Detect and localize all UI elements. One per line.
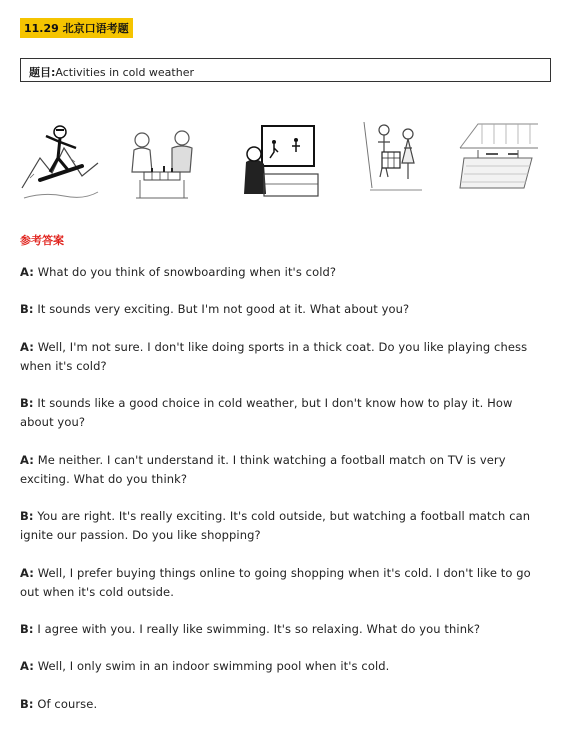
speaker-label: A: xyxy=(20,265,34,279)
speaker-label: A: xyxy=(20,340,34,354)
reference-answer-label: 参考答案 xyxy=(20,234,64,247)
dialog-text: It sounds like a good choice in cold weather, but I don't know how to play it. How about you? xyxy=(20,396,513,429)
snowboarding-icon xyxy=(20,118,100,203)
speaker-label: B: xyxy=(20,396,34,410)
dialog-text: It sounds very exciting. But I'm not good at it. What about you? xyxy=(37,302,410,316)
dialog-text: Well, I only swim in an indoor swimming pool when it's cold. xyxy=(37,659,390,673)
watching-football-tv-icon xyxy=(240,118,320,203)
dialog-line xyxy=(20,695,545,714)
playing-chess-icon xyxy=(122,118,202,203)
illustration-strip xyxy=(18,118,558,208)
dialog-line xyxy=(20,300,545,319)
dialog-line xyxy=(20,507,545,545)
dialog-text: Well, I'm not sure. I don't like doing sports in a thick coat. Do you like playing chess when it's cold? xyxy=(20,340,528,373)
dialog-line xyxy=(20,263,545,282)
speaker-label: B: xyxy=(20,509,34,523)
dialog-line xyxy=(20,657,545,676)
topic-box xyxy=(20,58,551,82)
dialog-text: Me neither. I can't understand it. I think watching a football match on TV is very exciting. What do you think? xyxy=(20,453,506,486)
topic-label: 题目: xyxy=(29,66,56,79)
dialog-line xyxy=(20,620,545,639)
speaker-label: A: xyxy=(20,566,34,580)
dialog-line xyxy=(20,564,545,602)
shopping-icon xyxy=(356,118,436,203)
dialog-line xyxy=(20,451,545,489)
speaker-label: B: xyxy=(20,697,34,711)
topic-text: Activities in cold weather xyxy=(55,66,195,79)
dialog-text: I agree with you. I really like swimming. It's so relaxing. What do you think? xyxy=(37,622,481,636)
speaker-label: A: xyxy=(20,453,34,467)
dialog-line xyxy=(20,394,545,432)
page-title: 11.29 北京口语考题 xyxy=(20,18,133,38)
indoor-swimming-pool-icon xyxy=(458,118,538,203)
speaker-label: A: xyxy=(20,659,34,673)
dialog-line xyxy=(20,338,545,376)
dialog-text: Well, I prefer buying things online to going shopping when it's cold. I don't like to go out when it's cold outside. xyxy=(20,566,531,599)
speaker-label: B: xyxy=(20,622,34,636)
dialog-text: Of course. xyxy=(37,697,98,711)
dialog-text: You are right. It's really exciting. It's cold outside, but watching a football match can ignite our passion. Do you like shopping? xyxy=(20,509,531,542)
dialog-text: What do you think of snowboarding when it's cold? xyxy=(37,265,337,279)
speaker-label: B: xyxy=(20,302,34,316)
